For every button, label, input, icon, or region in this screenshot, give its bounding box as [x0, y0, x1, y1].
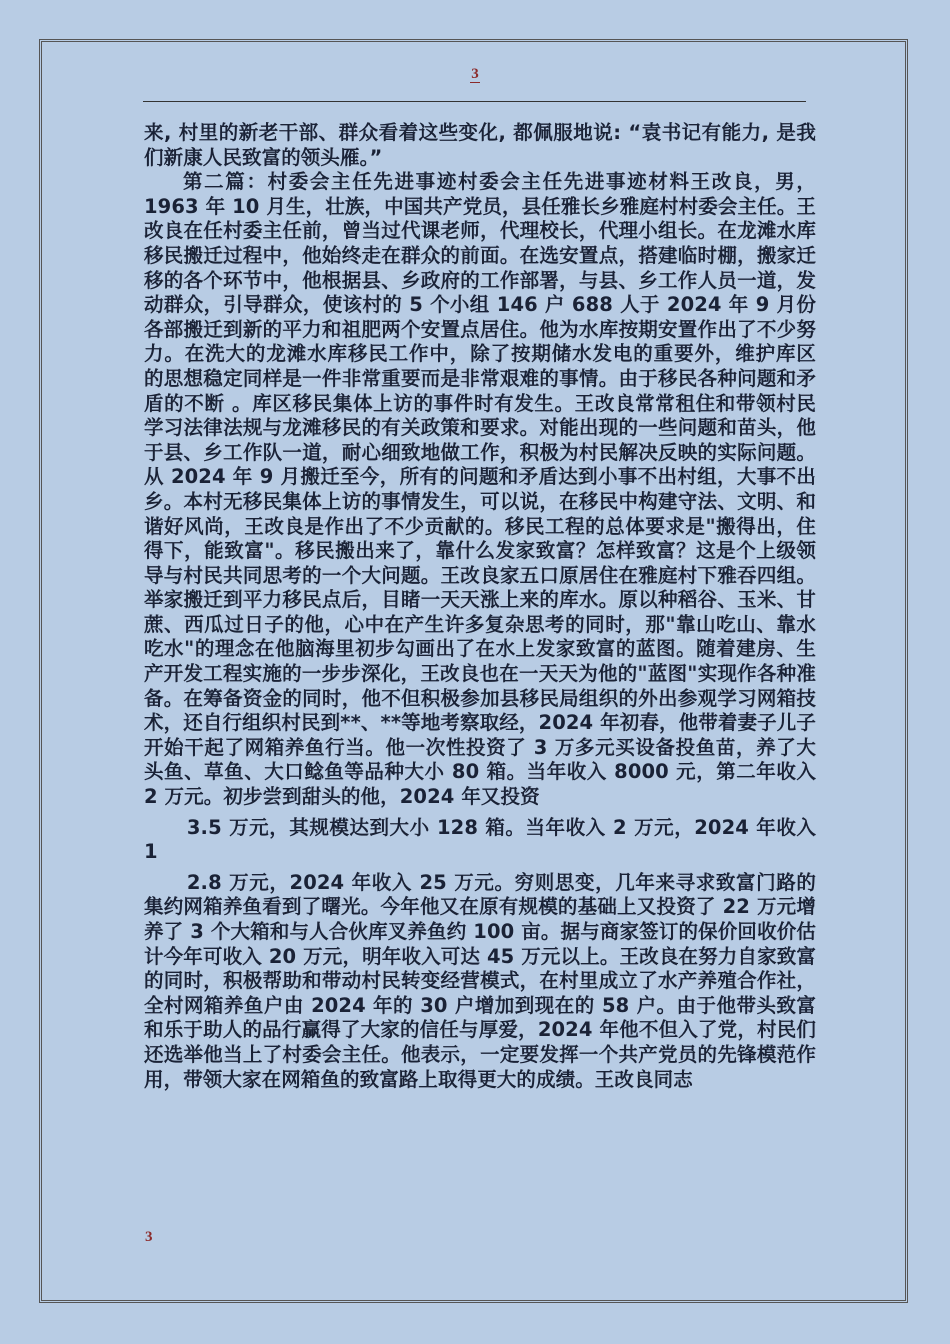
header-page-number-text: 3: [471, 66, 479, 82]
header-rule: [143, 101, 806, 102]
header-page-number: [0, 66, 950, 83]
paragraph-intro: 来, 村里的新老干部、群众看着这些变化, 都佩服地说: “袁书记有能力, 是我们新康人民致富的领头雁。”: [144, 121, 816, 169]
footer-page-number: 3: [145, 1229, 153, 1245]
document-body: [144, 121, 816, 1092]
paragraph-continuation-2: 2.8 万元，2024 年收入 25 万元。穷则思变，几年来寻求致富门路的集约网箱养鱼看到了曙光。今年他又在原有规模的基础上又投资了 22 万元增养了 3 个大箱和与人合伙库叉养鱼约 100 亩。据与商家签订的保价回收价估计今年可收入 20 万元，明年收入可达 45 万元以上。王改良在努力自家致富的同时，积极帮助和带动村民转变经营模式，在村里成立了水产养殖合作社，全村网箱养鱼户由 2024 年的 30 户增加到现在的 58 户。由于他带头致富和乐于助人的品行赢得了大家的信任与厚爱，2024 年他不但入了党，村民们还选举他当上了村委会主任。他表示，一定要发挥一个共产党员的先锋模范作用，带领大家在网箱鱼的致富路上取得更大的成绩。王改良同志: [144, 870, 816, 1091]
paragraph-continuation-1: 3.5 万元，其规模达到大小 128 箱。当年收入 2 万元，2024 年收入 1: [144, 815, 816, 864]
paragraph-main: 第二篇：村委会主任先进事迹村委会主任先进事迹材料王改良，男，1963 年 10 月生，壮族，中国共产党员，县任雅长乡雅庭村村委会主任。王改良在任村委主任前，曾当过代课老师，代理校长，代理小组长。在龙滩水库移民搬迁过程中，他始终走在群众的前面。在选安置点，搭建临时棚，搬家迁移的各个环节中，他根据县、乡政府的工作部署，与县、乡工作人员一道，发动群众，引导群众，使该村的 5 个小组 146 户 688 人于 2024 年 9 月份各部搬迁到新的平力和祖肥两个安置点居住。他为水库按期安置作出了不少努力。在洗大的龙滩水库移民工作中，除了按期储水发电的重要外，维护库区 的思想稳定同样是一件非常重要而是非常艰难的事情。由于移民各种问题和矛盾的不断 。库区移民集体上访的事件时有发生。王改良常常租住和带领村民学习法律法规与龙滩移民的有关政策和要求。对能出现的一些问题和苗头，他于县、乡工作队一道，耐心细致地做工作，积极为村民解决反映的实际问题。从 2024 年 9 月搬迁至今，所有的问题和矛盾达到小事不出村组，大事不出乡。本村无移民集体上访的事情发生，可以说，在移民中构建守法、文明、和谐好风尚，王改良是作出了不少贡献的。移民工程的总体要求是"搬得出，住得下，能致富"。移民搬出来了，靠什么发家致富？怎样致富？这是个上级领导与村民共同思考的一个大问题。王改良家五口原居住在雅庭村下雅吞四组。举家搬迁到平力移民点后，目睹一天天涨上来的库水。原以种稻谷、玉米、甘蔗、西瓜过日子的他，心中在产生许多复杂思考的同时，那"靠山吃山、靠水吃水"的理念在他脑海里初步勾画出了在水上发家致富的蓝图。随着建房、生产开发工程实施的一步步深化，王改良也在一天天为他的"蓝图"实现作各种准备。在筹备资金的同时，他不但积极参加县移民局组织的外出参观学习网箱技术，还自行组织村民到**、**等地考察取经，2024 年初春，他带着妻子儿子开始干起了网箱养鱼行当。他一次性投资了 3 万多元买设备投鱼苗，养了大头鱼、草鱼、大口鲶鱼等品种大小 80 箱。当年收入 8000 元，第二年收入 2 万元。初步尝到甜头的他，2024 年又投资: [144, 170, 816, 809]
